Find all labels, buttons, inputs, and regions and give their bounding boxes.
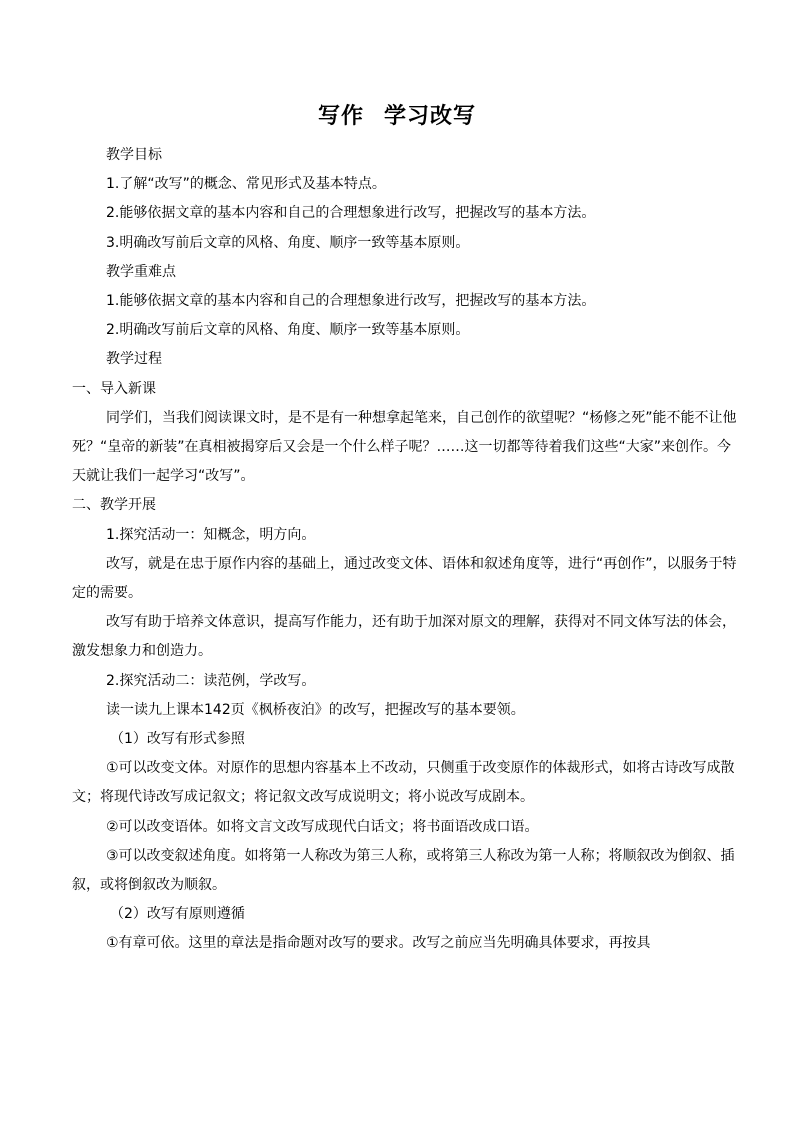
definition-paragraph: 改写，就是在忠于原作内容的基础上，通过改变文体、语体和叙述角度等，进行“再创作”，以服务于特定的需要。 (72, 555, 737, 602)
activity-2-heading: 2.探究活动二：读范例，学改写。 (106, 672, 316, 689)
benefit-paragraph: 改写有助于培养文体意识，提高写作能力，还有助于加深对原文的理解，获得对不同文体写法的体会，激发想象力和创造力。 (72, 614, 736, 660)
subheading-principles: （2）改写有原则遵循 (110, 906, 245, 923)
form-item-3: ③可以改变叙述角度。如将第一人称改为第三人称，或将第三人称改为第一人称；将顺叙改为倒叙、插叙，或将倒叙改为顺叙。 (72, 847, 735, 894)
principle-item-1: ①有章可依。这里的章法是指命题对改写的要求。改写之前应当先明确具体要求，再按具 (106, 935, 651, 952)
key-point-2: 2.明确改写前后文章的风格、角度、顺序一致等基本原则。 (106, 322, 470, 339)
form-item-1: ①可以改变文体。对原作的思想内容基本上不改动，只侧重于改变原作的体裁形式，如将古诗改写成散文；将现代诗改写成记叙文；将记叙文改写成说明文；将小说改写成剧本。 (72, 760, 735, 806)
goal-item-2: 2.能够依据文章的基本内容和自己的合理想象进行改写，把握改写的基本方法。 (106, 205, 596, 222)
heading-teaching-process: 教学过程 (106, 351, 162, 368)
title-part-1: 写作 (317, 103, 364, 129)
goal-item-1: 1.了解“改写”的概念、常见形式及基本特点。 (106, 176, 386, 193)
document-body (72, 141, 738, 959)
section-heading-intro: 一、导入新课 (72, 380, 156, 397)
heading-teaching-goals: 教学目标 (106, 147, 162, 163)
title-part-2: 学习改写 (384, 103, 477, 129)
heading-key-points: 教学重难点 (106, 263, 176, 280)
intro-paragraph: 同学们，当我们阅读课文时，是不是有一种想拿起笔来，自己创作的欲望呢？“杨修之死”能不能不让他死？“皇帝的新装”在真相被揭穿后又会是一个什么样子呢？……这一切都等待着我们这些“大家”来创作。今天就让我们一起学习“改写”。 (72, 409, 737, 485)
subheading-forms: （1）改写有形式参照 (110, 731, 245, 748)
form-item-2: ②可以改变语体。如将文言文改写成现代白话文；将书面语改成口语。 (106, 818, 539, 835)
goal-item-3: 3.明确改写前后文章的风格、角度、顺序一致等基本原则。 (106, 234, 470, 251)
activity-1-heading: 1.探究活动一：知概念，明方向。 (106, 526, 316, 543)
key-point-1: 1.能够依据文章的基本内容和自己的合理想象进行改写，把握改写的基本方法。 (106, 293, 596, 310)
page-title (0, 100, 794, 132)
section-heading-development: 二、教学开展 (72, 497, 156, 514)
reading-task-paragraph: 读一读九上课本142页《枫桥夜泊》的改写，把握改写的基本要领。 (106, 701, 525, 718)
